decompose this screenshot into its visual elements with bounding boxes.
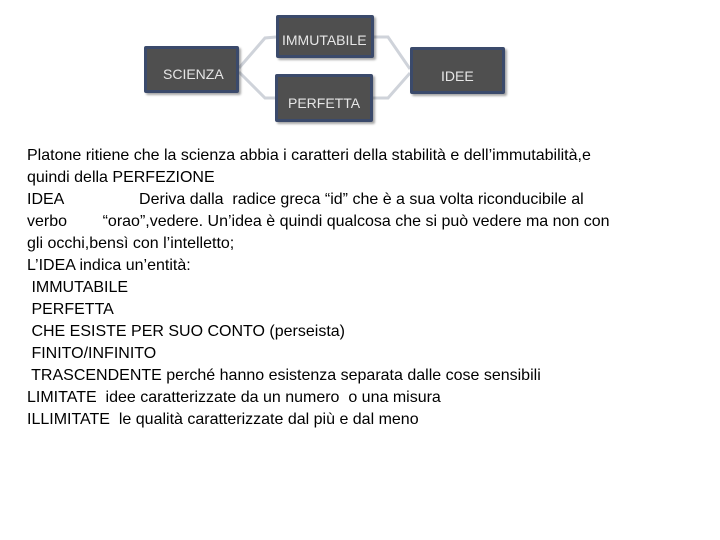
text-line: verbo “orao”,vedere. Un’idea è quindi qualcosa che si può vedere ma non con xyxy=(27,213,610,230)
text-line: Platone ritiene che la scienza abbia i caratteri della stabilità e dell’immutabilità,e xyxy=(27,147,591,164)
node-immutabile-label: IMMUTABILE xyxy=(282,32,367,48)
node-scienza xyxy=(144,46,239,93)
node-scienza-label: SCIENZA xyxy=(163,66,224,82)
body-text xyxy=(27,145,707,431)
text-line: gli occhi,bensì con l’intelletto; xyxy=(27,235,235,252)
text-line: FINITO/INFINITO xyxy=(27,345,157,362)
text-line: CHE ESISTE PER SUO CONTO (perseista) xyxy=(27,323,345,340)
text-line: IDEA Deriva dalla radice greca “id” che è a sua volta riconducibile al xyxy=(27,191,584,208)
node-immutabile xyxy=(276,15,374,58)
concept-diagram xyxy=(0,0,720,140)
node-perfetta xyxy=(275,74,373,122)
node-perfetta-label: PERFETTA xyxy=(288,95,361,111)
text-line: ILLIMITATE le qualità caratterizzate dal più e dal meno xyxy=(27,411,419,428)
connector-perfetta-idee xyxy=(373,73,410,98)
node-idee xyxy=(410,47,505,94)
text-line: PERFETTA xyxy=(27,301,114,318)
connector-scienza-perfetta xyxy=(239,72,275,98)
text-line: TRASCENDENTE perché hanno esistenza separata dalle cose sensibili xyxy=(27,367,541,384)
text-line: L’IDEA indica un’entità: xyxy=(27,257,191,274)
text-line: quindi della PERFEZIONE xyxy=(27,169,215,186)
connector-immutabile-idee xyxy=(374,37,410,69)
text-line: IMMUTABILE xyxy=(27,279,129,296)
node-idee-label: IDEE xyxy=(441,68,474,84)
text-line: LIMITATE idee caratterizzate da un numero o una misura xyxy=(27,389,441,406)
connector-scienza-immutabile xyxy=(239,37,276,68)
